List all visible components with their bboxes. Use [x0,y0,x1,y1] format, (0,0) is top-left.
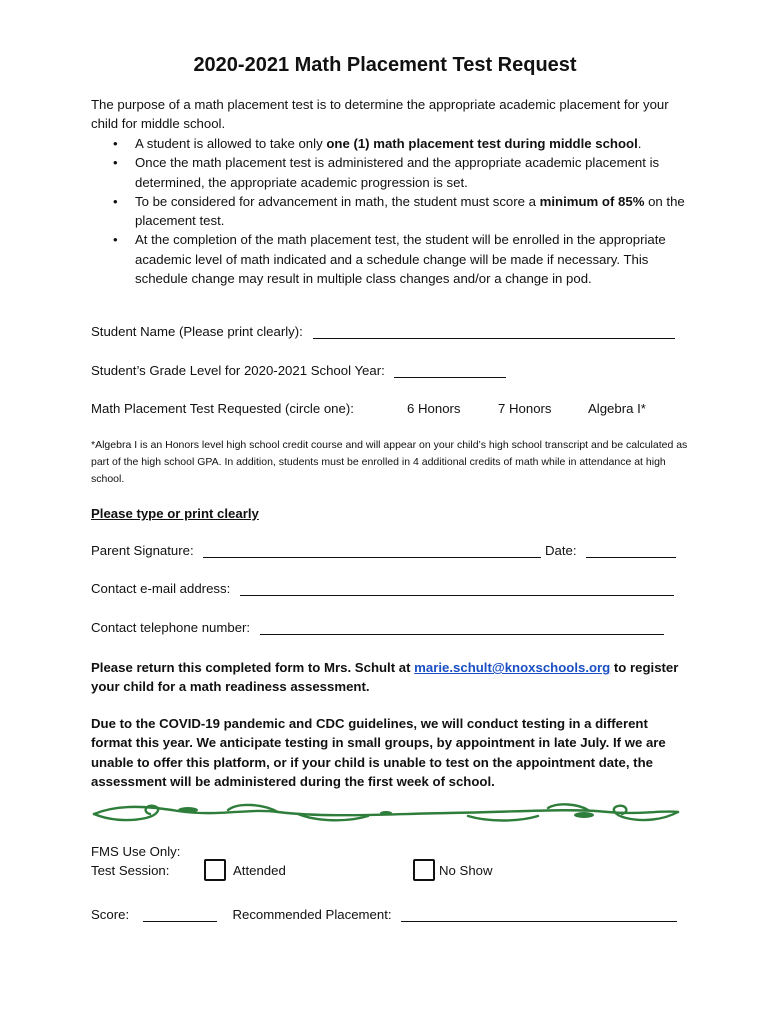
policy-item: • To be considered for advancement in math, the student must score a minimum of 85% on the placement test. [113,193,685,229]
test-requested-label: Math Placement Test Requested (circle one): [91,401,354,416]
option-algebra-i[interactable]: Algebra I* [588,401,646,416]
email-field[interactable] [240,581,674,596]
phone-field[interactable] [260,620,664,635]
bullet-icon: • [113,136,118,151]
phone-row [91,620,664,635]
bullet-icon: • [113,232,118,248]
grade-level-row [91,363,506,378]
student-name-field[interactable] [313,324,675,339]
date-field[interactable] [586,543,676,558]
parent-signature-row [91,543,676,558]
recommended-placement-label: Recommended Placement: [232,907,392,922]
policy-list [91,134,691,288]
contact-email-link[interactable]: marie.schult@knoxschools.org [414,660,611,675]
option-6-honors[interactable]: 6 Honors [407,401,461,416]
student-name-label: Student Name (Please print clearly): [91,324,303,339]
attended-checkbox[interactable] [204,859,226,881]
algebra-footnote: *Algebra I is an Honors level high school credit course and will appear on your child’s high school transcript and be calculated as part of the high school GPA. In addition, students must be enrolled in 4 additional credits of math while in attendance at high school. [91,439,688,485]
section-heading: Please type or print clearly [91,506,259,521]
grade-level-label: Student’s Grade Level for 2020-2021 School Year: [91,363,385,378]
score-field[interactable] [143,907,217,922]
covid-notice: Due to the COVID-19 pandemic and CDC guidelines, we will conduct testing in a different format this year. We anticipate testing in small groups, by appointment in late July. If we are unable to offer this platform, or if your child is unable to test on the appointment date, the assessment will be administered during the first week of school. [91,716,666,789]
office-use-label: FMS Use Only: [91,844,181,859]
grade-level-field[interactable] [394,363,506,378]
no-show-checkbox[interactable] [413,859,435,881]
option-7-honors[interactable]: 7 Honors [498,401,552,416]
decorative-divider [88,796,684,830]
parent-signature-field[interactable] [203,543,541,558]
score-row [91,907,677,922]
policy-item: • A student is allowed to take only one (1) math placement test during middle school. [91,134,691,153]
student-name-row [91,324,675,339]
attended-label: Attended [233,863,286,878]
email-row [91,581,674,596]
recommended-placement-field[interactable] [401,907,677,922]
bullet-icon: • [113,155,118,171]
no-show-label: No Show [439,863,493,878]
phone-label: Contact telephone number: [91,620,251,635]
return-notice: Please return this completed form to Mrs. Schult at marie.schult@knoxschools.org to register your child for a math readiness assessment. [91,660,679,695]
policy-item: • At the completion of the math placement test, the student will be enrolled in the appropriate academic level of math indicated and a schedule change will be made if necessary. This schedule change may result in multiple class changes and/or a change in pod. [113,232,666,287]
parent-signature-label: Parent Signature: [91,543,194,558]
score-label: Score: [91,907,130,922]
email-label: Contact e-mail address: [91,581,231,596]
test-session-label: Test Session: [91,863,170,878]
date-label: Date: [544,543,577,558]
page-title: 2020-2021 Math Placement Test Request [193,54,577,76]
policy-item: • Once the math placement test is administered and the appropriate academic placement is determined, the appropriate academic progression is set. [113,155,660,190]
intro-paragraph: The purpose of a math placement test is to determine the appropriate academic placement for your child for middle school. [91,97,669,132]
bullet-icon: • [113,193,118,209]
